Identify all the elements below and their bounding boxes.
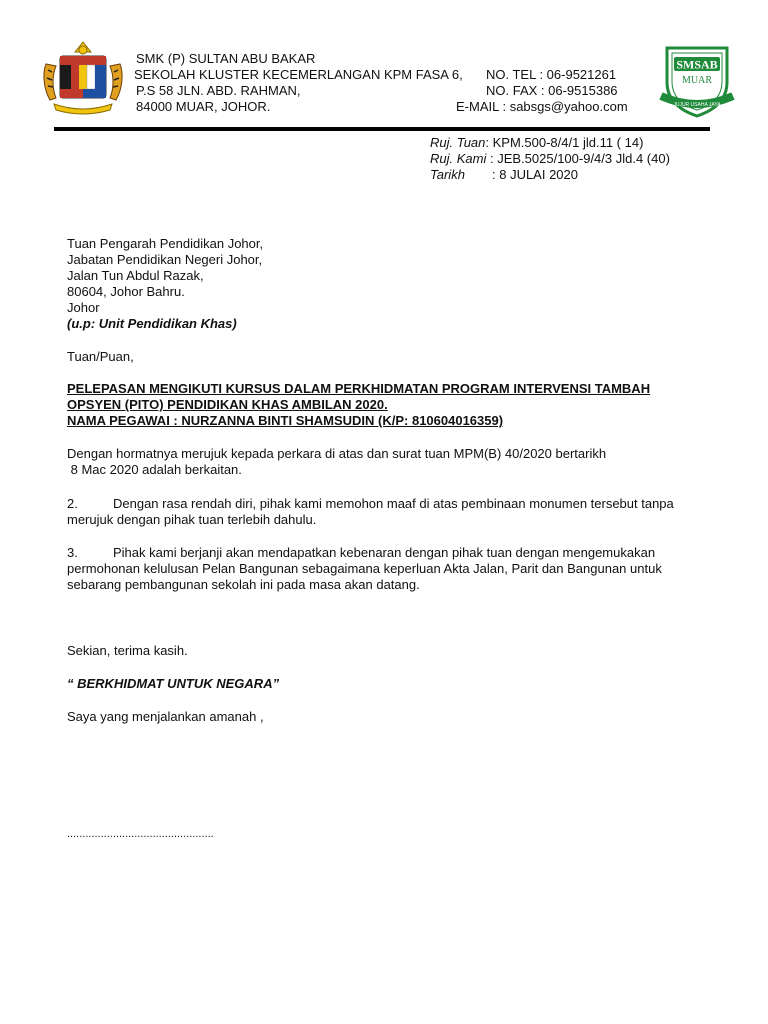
signature-line: ................................................: [67, 828, 214, 840]
recipient-line-3: Jalan Tun Abdul Razak,: [67, 268, 204, 283]
salutation: Tuan/Puan,: [67, 349, 134, 364]
subject-line-1: PELEPASAN MENGIKUTI KURSUS DALAM PERKHIDMATAN PROGRAM INTERVENSI TAMBAH: [67, 381, 651, 396]
paragraph-3-number: 3.: [67, 545, 78, 560]
paragraph-2-number: 2.: [67, 496, 78, 511]
subject-line-3: NAMA PEGAWAI : NURZANNA BINTI SHAMSUDIN (K/P: 810604016359): [67, 413, 504, 428]
crest-tiger-right: [110, 64, 122, 100]
paragraph-2-line-2: merujuk dengan pihak tuan terlebih dahulu.: [67, 512, 317, 527]
closing-thanks: Sekian, terima kasih.: [67, 643, 188, 658]
ruj-tuan-label: Ruj. Tuan: [430, 135, 486, 150]
malaysia-coat-of-arms-icon: [40, 40, 126, 116]
recipient-line-1: Tuan Pengarah Pendidikan Johor,: [67, 236, 264, 251]
smsab-school-logo-icon: [657, 40, 737, 118]
address-line-1: P.S 58 JLN. ABD. RAHMAN,: [136, 83, 301, 98]
closing-motto: “ BERKHIDMAT UNTUK NEGARA”: [67, 676, 280, 691]
ruj-tuan-row: [430, 135, 643, 151]
ruj-kami-label: Ruj. Kami: [430, 151, 487, 166]
school-name: SMK (P) SULTAN ABU BAKAR: [136, 51, 316, 66]
logo-motto-text: JUJUR USAHA JAYA: [673, 102, 721, 108]
tarikh-row: [430, 167, 578, 183]
recipient-line-2: Jabatan Pendidikan Negeri Johor,: [67, 252, 263, 267]
subject-line-2: OPSYEN (PITO) PENDIDIKAN KHAS AMBILAN 2020.: [67, 397, 388, 412]
paragraph-3-line-3: sebarang pembangunan sekolah ini pada masa akan datang.: [67, 577, 420, 592]
paragraph-2-line-1: Dengan rasa rendah diri, pihak kami memohon maaf di atas pembinaan monumen tersebut tanpa: [113, 496, 674, 511]
school-cluster-line: SEKOLAH KLUSTER KECEMERLANGAN KPM FASA 6,: [134, 67, 463, 82]
recipient-attention: (u.p: Unit Pendidikan Khas): [67, 316, 237, 331]
header-divider: [54, 127, 710, 131]
logo-top-text: SMSAB: [676, 57, 718, 72]
recipient-line-5: Johor: [67, 300, 100, 315]
ruj-kami-value: : JEB.5025/100-9/4/3 Jld.4 (40): [489, 151, 670, 166]
paragraph-1-line-2: 8 Mac 2020 adalah berkaitan.: [67, 462, 242, 477]
telephone-number: NO. TEL : 06-9521261: [486, 67, 617, 82]
paragraph-1-line-1: Dengan hormatnya merujuk kepada perkara di atas dan surat tuan MPM(B) 40/2020 bertarikh: [67, 446, 607, 461]
paragraph-3-line-1: Pihak kami berjanji akan mendapatkan kebenaran dengan pihak tuan dengan mengemukakan: [113, 545, 656, 560]
ruj-kami-row: [430, 151, 670, 167]
tarikh-value: : 8 JULAI 2020: [492, 167, 578, 182]
email-address: E-MAIL : sabsgs@yahoo.com: [456, 99, 628, 114]
fax-number: NO. FAX : 06-9515386: [486, 83, 618, 98]
tarikh-label: Tarikh: [430, 167, 465, 182]
ruj-tuan-value: : KPM.500-8/4/1 jld.11 ( 14): [485, 135, 644, 150]
address-line-2: 84000 MUAR, JOHOR.: [136, 99, 271, 114]
paragraph-3-line-2: permohonan kelulusan Pelan Bangunan sebagaimana keperluan Akta Jalan, Parit dan Bangunan untuk: [67, 561, 662, 576]
crest-tiger-left: [44, 64, 56, 100]
logo-bottom-text: MUAR: [681, 75, 713, 86]
recipient-line-4: 80604, Johor Bahru.: [67, 284, 185, 299]
closing-trust: Saya yang menjalankan amanah ,: [67, 709, 264, 724]
